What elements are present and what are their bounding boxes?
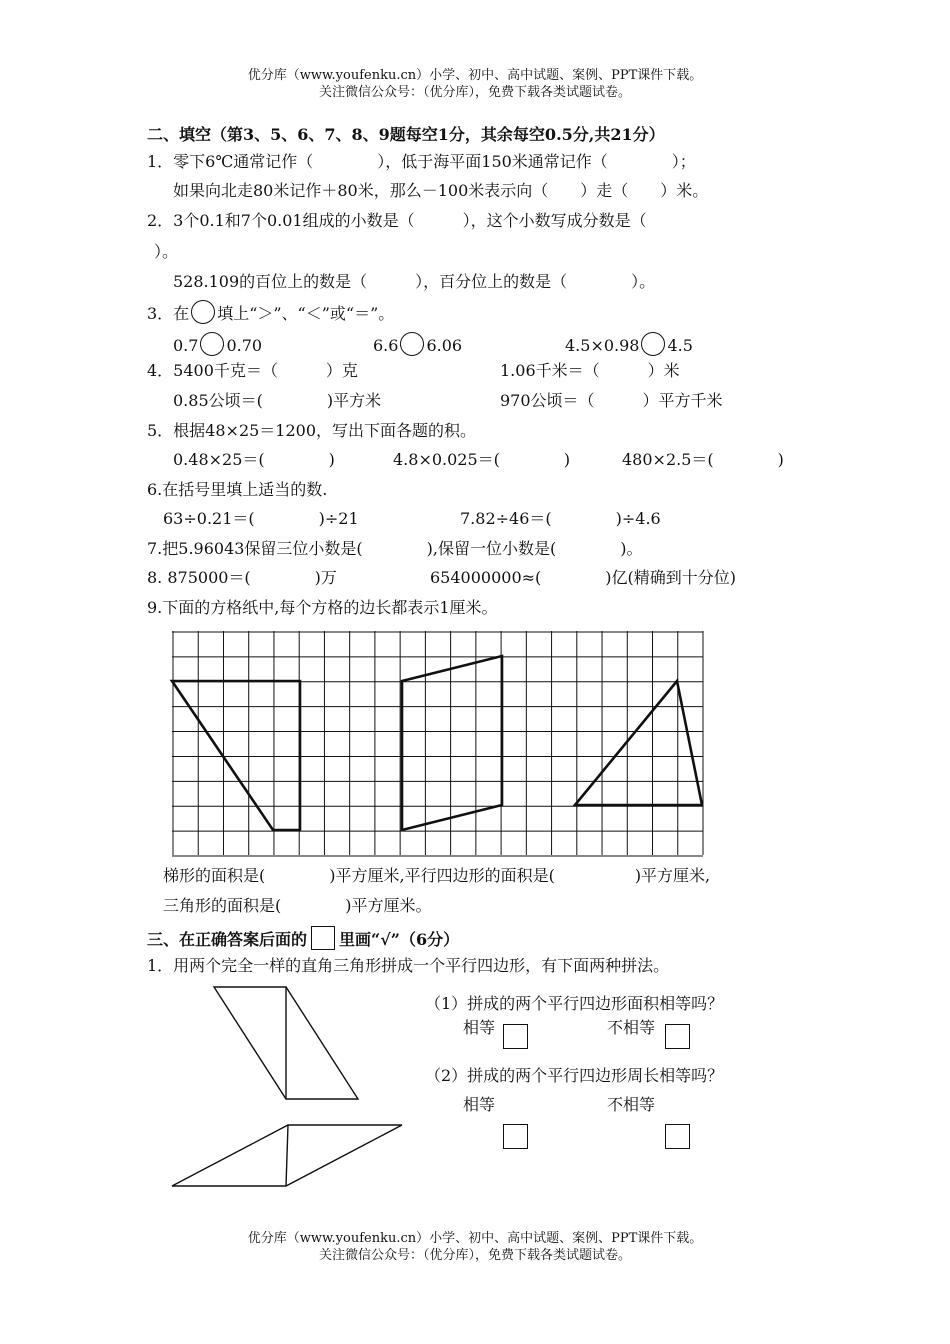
header-line-1: 优分库（www.youfenku.cn）小学、初中、高中试题、案例、PPT课件下载。 [247, 68, 703, 83]
q3-item-3-left: 4.5×0.98 [565, 336, 640, 355]
q6-item-2: 7.82÷46＝( )÷4.6 [460, 509, 661, 528]
header-line-2: 关注微信公众号：（优分库），免费下载各类试题试卷。 [318, 85, 631, 100]
circle-symbol-icon [191, 300, 215, 324]
s3-sub-2: （2）拼成的两个平行四边形周长相等吗？ [425, 1066, 724, 1085]
sub1-not-equal-label: 不相等 [607, 1018, 656, 1037]
trapezoid-shape [172, 681, 300, 830]
parallelogram-b-diagonal [286, 1125, 288, 1186]
q5-item-1: 0.48×25＝( ) [173, 450, 335, 469]
s3-q1-text: 1．用两个完全一样的直角三角形拼成一个平行四边形，有下面两种拼法。 [147, 956, 670, 975]
sub2-not-equal-label: 不相等 [607, 1095, 656, 1114]
q4-a-2: 1.06千米＝（ ）米 [500, 361, 680, 380]
q2-line-c: 528.109的百位上的数是（ ），百分位上的数是（ ）。 [173, 272, 656, 291]
q6-item-1: 63÷0.21＝( )÷21 [163, 509, 359, 528]
footer-line-1: 优分库（www.youfenku.cn）小学、初中、高中试题、案例、PPT课件下载。 [247, 1231, 703, 1246]
q7-text: 7.把5.96043保留三位小数是( ),保留一位小数是( )。 [147, 539, 643, 558]
q8-item-1: 8. 875000＝( )万 [147, 568, 337, 587]
section-3-title-suffix: 里画“√”（6分） [339, 930, 460, 949]
s3-sub-1: （1）拼成的两个平行四边形面积相等吗？ [425, 994, 724, 1013]
q3-item-2-right: 6.06 [426, 336, 463, 355]
section-2-title: 二、填空（第3、5、6、7、8、9题每空1分，其余每空0.5分,共21分） [147, 125, 665, 144]
compare-circle-2[interactable] [400, 332, 424, 356]
q6-text: 6.在括号里填上适当的数. [147, 480, 328, 499]
q9-answer-1: 梯形的面积是( )平方厘米,平行四边形的面积是( )平方厘米, [163, 866, 711, 885]
q5-text: 5．根据48×25＝1200，写出下面各题的积。 [147, 421, 477, 440]
sub2-not-equal-checkbox[interactable] [665, 1124, 690, 1149]
answer-box-icon [311, 926, 335, 950]
q8-item-2: 654000000≈( )亿(精确到十分位) [430, 568, 736, 587]
q3-item-1-right: 0.70 [226, 336, 263, 355]
q9-text: 9.下面的方格纸中,每个方格的边长都表示1厘米。 [147, 598, 498, 617]
compare-circle-3[interactable] [641, 332, 665, 356]
q3-instruction [147, 300, 394, 325]
sub1-equal-checkbox[interactable] [503, 1024, 528, 1049]
footer-line-2: 关注微信公众号：（优分库），免费下载各类试题试卷。 [318, 1248, 631, 1263]
q3-item-1 [173, 332, 262, 357]
q3-suffix: 填上“＞”、“＜”或“＝”。 [217, 304, 395, 323]
q3-item-2 [373, 332, 462, 357]
q2-line-a: 2．3个0.1和7个0.01组成的小数是（ ），这个小数写成分数是（ [147, 211, 647, 230]
sub1-equal-label: 相等 [463, 1018, 496, 1037]
q4-b-1: 0.85公顷＝( )平方米 [173, 391, 382, 410]
sub1-not-equal-checkbox[interactable] [665, 1024, 690, 1049]
q5-item-2: 4.8×0.025＝( ) [393, 450, 571, 469]
q5-item-3: 480×2.5＝( ) [622, 450, 784, 469]
sub2-equal-label: 相等 [463, 1095, 496, 1114]
q2-line-b: ）。 [154, 242, 179, 261]
q1-line-a: 1．零下6℃通常记作（ ），低于海平面150米通常记作（ ）； [147, 152, 696, 171]
section-3-title-prefix: 三、在正确答案后面的 [147, 930, 308, 949]
q3-item-2-left: 6.6 [373, 336, 399, 355]
section-3-title [147, 926, 459, 951]
q1-line-b: 如果向北走80米记作＋80米，那么－100米表示向（ ）走（ ）米。 [173, 181, 709, 200]
sub2-equal-checkbox[interactable] [503, 1124, 528, 1149]
compare-circle-1[interactable] [200, 332, 224, 356]
q4-a-1: 4．5400千克＝（ ）克 [147, 361, 358, 380]
q3-prefix: 3．在 [147, 304, 190, 323]
q3-item-3 [565, 332, 693, 357]
grid-figure [172, 631, 704, 857]
q4-b-2: 970公顷＝（ ）平方千米 [500, 391, 723, 410]
q3-item-1-left: 0.7 [173, 336, 199, 355]
q3-item-3-right: 4.5 [667, 336, 693, 355]
q9-answer-2: 三角形的面积是( )平方厘米。 [163, 896, 432, 915]
triangle-shape [575, 681, 702, 805]
parallelogram-figures [170, 985, 410, 1190]
